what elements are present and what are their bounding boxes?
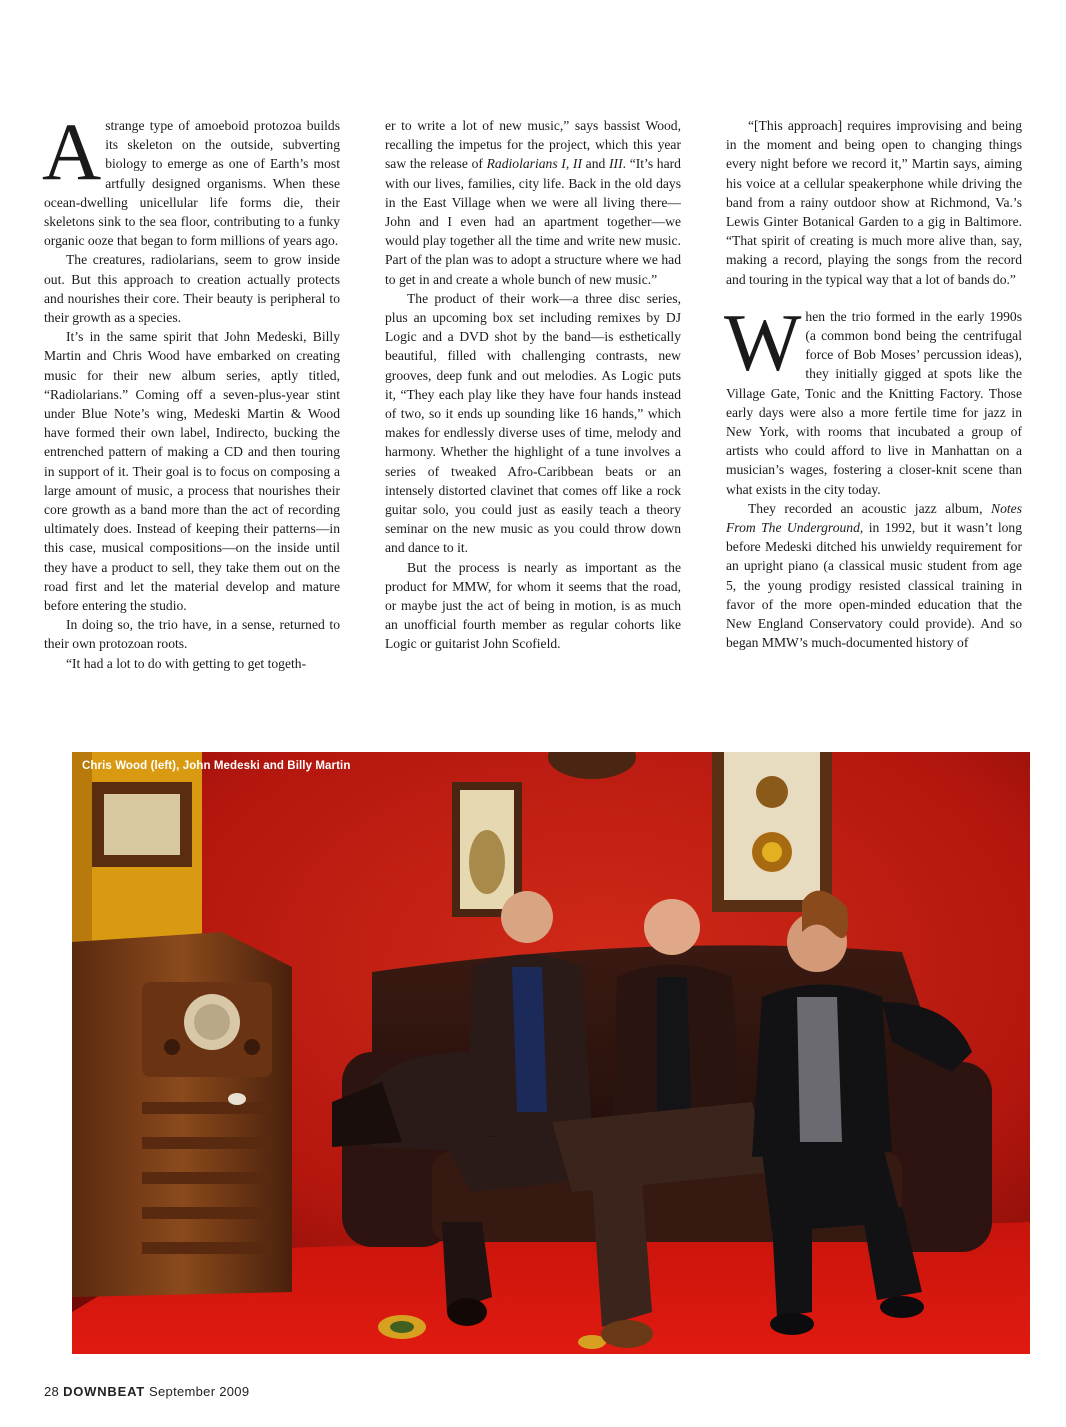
- paragraph-5: “It had a lot to do with getting to get togeth-: [66, 655, 307, 671]
- paragraph-4: In doing so, the trio have, in a sense, returned to their own protozoan roots.: [44, 617, 340, 652]
- paragraph-1: er to write a lot of new music,” says bassist Wood, recalling the impetus for the project, which this year saw the release of Radiolarians I, II and III. “It’s hard with our lives, families, city life. Back in the old days in the East Village when we were all living there—John and I even had an apartment together—we would play together all the time and write new music. Part of the plan was to adopt a structure where we had to get in and create a whole bunch of new music.”: [385, 118, 681, 287]
- paragraph-2: The creatures, radiolarians, seem to grow inside out. But this approach to creation actually protects and nourishes their core. Their beauty is peripheral to their growth as a species.: [44, 252, 340, 326]
- magazine-name: DOWNBEAT: [63, 1384, 146, 1399]
- paragraph-3: It’s in the same spirit that John Medeski, Billy Martin and Chris Wood have embarked on creating music for their new album series, aptly titled, “Radiolarians.” Coming off a seven-plus-year stint under Blue Note’s wing, Medeski Martin & Wood have formed their own label, Indirecto, bucking the entrenched pattern of making a CD and then touring in support of it. Their goal is to focus on composing a large amount of music, a process that nourishes their core growth as a band more than the act of recording ultimately does. Instead of keeping their patterns—in this case, musical compositions—on the inside until they have a product to sell, they take them out on the road first and let the material develop and mature before entering the studio.: [44, 329, 340, 614]
- paragraph-1: Astrange type of amoeboid protozoa builds its skeleton on the outside, subverting biology to emerge as one of Earth’s most artfully designed organisms. When these ocean-dwelling unicellular life forms die, their skeletons sink to the sea floor, contributing to a funky organic ooze that began to form millions of years ago.: [42, 106, 340, 249]
- dropcap-a: A: [42, 106, 102, 197]
- paragraph-2: When the trio formed in the early 1990s (a common bond being the centrifugal force of Bob Moses’ percussion ideas), they initially gigged at spots like the Village Gate, Tonic and the Knitting Factory. Those early days were also a more fertile time for jazz in New York, with rooms that incubated a group of artists who could afford to live in Manhattan on a musician’s wages, fostering a closer-knit scene than what exists in the city today.: [724, 296, 1022, 497]
- page-footer: [44, 1384, 249, 1399]
- issue-date: September 2009: [149, 1384, 250, 1399]
- paragraph-3: They recorded an acoustic jazz album, Notes From The Underground, in 1992, but it wasn’t long before Medeski ditched his unwieldy requirement for an upright piano (a classical music student from age 5, the young prodigy resisted classical training in favor of the more open-minded education that the New England Conservatory could provide). And so began MMW’s much-documented history of: [726, 500, 1022, 651]
- page-number: 28: [44, 1384, 60, 1399]
- dropcap-w: W: [724, 296, 802, 388]
- article-column-2: [385, 116, 681, 654]
- article-column-1: [42, 106, 340, 673]
- photo-caption: Chris Wood (left), John Medeski and Billy Martin: [82, 760, 351, 772]
- band-photo-illustration: [72, 752, 1030, 1354]
- paragraph-2: The product of their work—a three disc series, plus an upcoming box set including remixes by DJ Logic and a DVD shot by the band—is esthetically beautiful, filled with challenging contrasts, new grooves, deep funk and out melodies. As Logic puts it, “They each play like they have four hands instead of two, so it ends up sounding like 16 hands,” which makes for endlessly diverse uses of time, melody and harmony. Whether the highlight of a tune involves a series of tweaked Afro-Caribbean beats or an intensely distorted clavinet that comes off like a rock guitar solo, you could just as easily teach a theory seminar on the new music as you could throw down and dance to it.: [385, 290, 681, 556]
- band-photo: [72, 752, 1030, 1354]
- antique-radio: [72, 932, 292, 1297]
- paragraph-3: But the process is nearly as important as the product for MMW, for whom it seems that the road, or maybe just the act of being in motion, is as much an unofficial fourth member as regular cohorts like Logic or guitarist John Scofield.: [385, 559, 681, 652]
- article-column-3: [726, 116, 1022, 652]
- paragraph-1: “[This approach] requires improvising and being in the moment and being open to changing things every night before we record it,” Martin says, aiming his voice at a cellular speakerphone while driving the band from a rainy outdoor show at Richmond, Va.’s Lewis Ginter Botanical Garden to a gig in Baltimore. “That spirit of creating is much more alive than, say, making a record, playing the songs from the record and touring in the typical way that a lot of bands do.”: [726, 118, 1022, 287]
